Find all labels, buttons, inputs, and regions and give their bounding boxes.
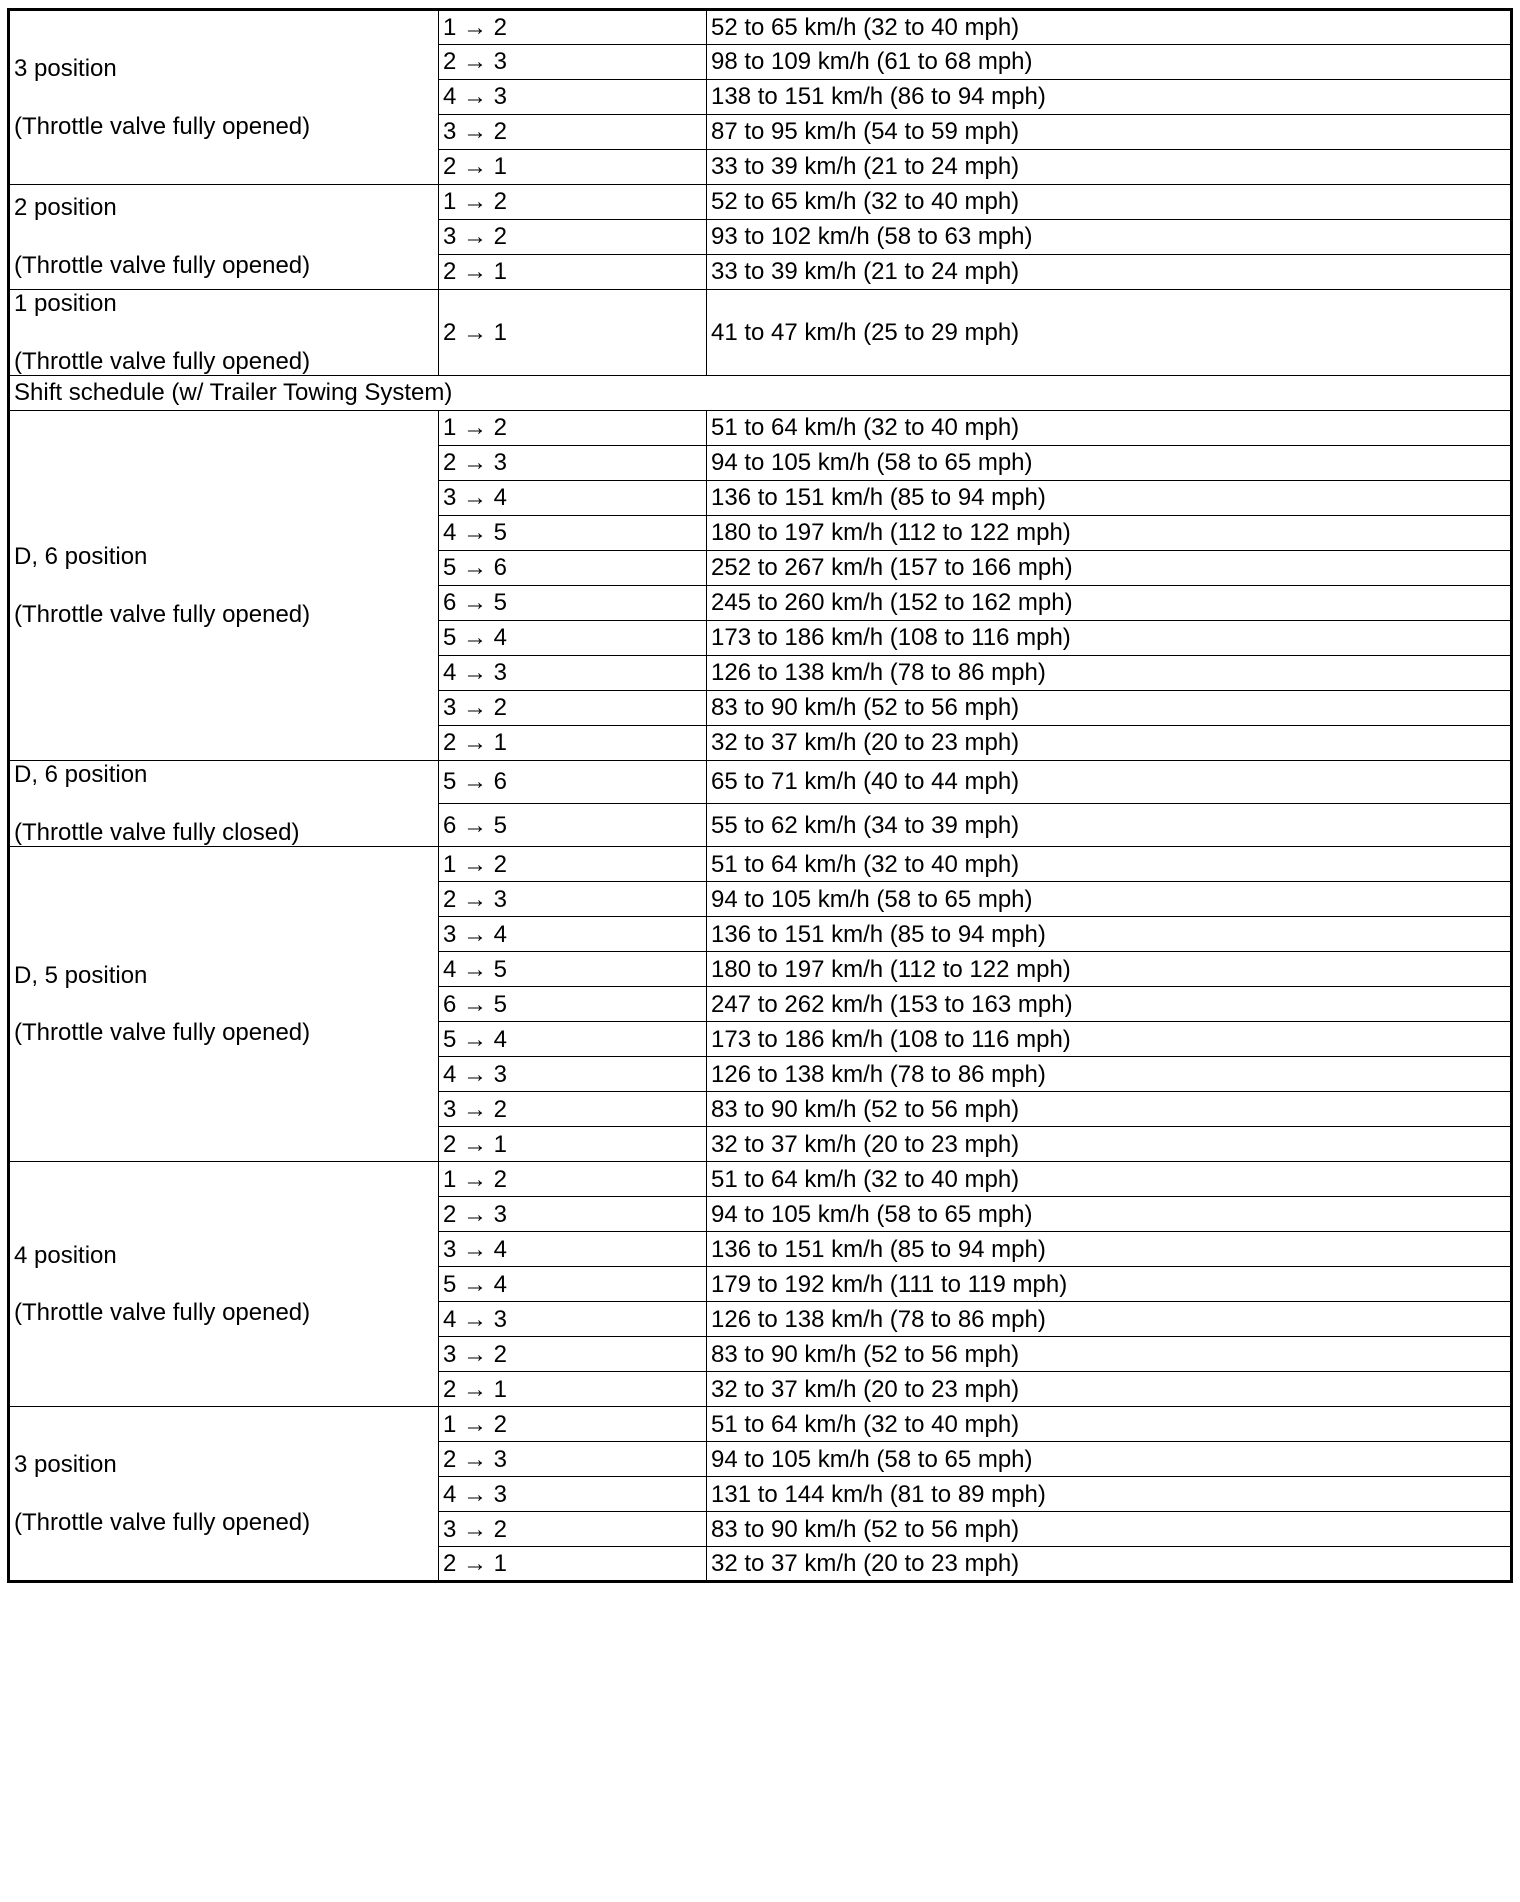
vehicle-speed-cell: 32 to 37 km/h (20 to 23 mph) xyxy=(707,1127,1512,1162)
shift-schedule-body xyxy=(9,10,1512,1582)
throttle-condition-label: (Throttle valve fully opened) xyxy=(14,112,311,140)
shift-cell: 5 → 6 xyxy=(439,761,707,804)
vehicle-speed-cell: 51 to 64 km/h (32 to 40 mph) xyxy=(707,1407,1512,1442)
table-row xyxy=(9,10,1512,45)
position-condition-cell xyxy=(9,10,439,185)
vehicle-speed-cell: 180 to 197 km/h (112 to 122 mph) xyxy=(707,952,1512,987)
shift-cell: 2 → 1 xyxy=(439,1547,707,1582)
vehicle-speed-cell: 83 to 90 km/h (52 to 56 mph) xyxy=(707,691,1512,726)
table-row xyxy=(9,847,1512,882)
vehicle-speed-cell: 33 to 39 km/h (21 to 24 mph) xyxy=(707,255,1512,290)
vehicle-speed-cell: 32 to 37 km/h (20 to 23 mph) xyxy=(707,726,1512,761)
shift-cell: 5 → 4 xyxy=(439,1267,707,1302)
vehicle-speed-cell: 180 to 197 km/h (112 to 122 mph) xyxy=(707,516,1512,551)
shift-cell: 3 → 2 xyxy=(439,1512,707,1547)
vehicle-speed-cell: 32 to 37 km/h (20 to 23 mph) xyxy=(707,1547,1512,1582)
shift-cell: 2 → 3 xyxy=(439,45,707,80)
vehicle-speed-cell: 51 to 64 km/h (32 to 40 mph) xyxy=(707,411,1512,446)
shift-cell: 3 → 2 xyxy=(439,691,707,726)
shift-cell: 1 → 2 xyxy=(439,10,707,45)
vehicle-speed-cell: 126 to 138 km/h (78 to 86 mph) xyxy=(707,1302,1512,1337)
shift-cell: 2 → 3 xyxy=(439,1442,707,1477)
vehicle-speed-cell: 87 to 95 km/h (54 to 59 mph) xyxy=(707,115,1512,150)
throttle-condition-label: (Throttle valve fully opened) xyxy=(14,1299,311,1327)
shift-cell: 3 → 2 xyxy=(439,1092,707,1127)
table-row xyxy=(9,1407,1512,1442)
vehicle-speed-cell: 51 to 64 km/h (32 to 40 mph) xyxy=(707,847,1512,882)
position-label: D, 5 position xyxy=(14,961,148,989)
position-label: 3 position xyxy=(14,1451,117,1479)
position-label: 2 position xyxy=(14,194,117,222)
vehicle-speed-cell: 245 to 260 km/h (152 to 162 mph) xyxy=(707,586,1512,621)
position-condition-cell xyxy=(9,847,439,1162)
vehicle-speed-cell: 247 to 262 km/h (153 to 163 mph) xyxy=(707,987,1512,1022)
vehicle-speed-cell: 173 to 186 km/h (108 to 116 mph) xyxy=(707,621,1512,656)
vehicle-speed-cell: 136 to 151 km/h (85 to 94 mph) xyxy=(707,481,1512,516)
shift-cell: 2 → 1 xyxy=(439,726,707,761)
position-label: 1 position xyxy=(14,290,117,317)
shift-cell: 4 → 5 xyxy=(439,952,707,987)
vehicle-speed-cell: 173 to 186 km/h (108 to 116 mph) xyxy=(707,1022,1512,1057)
shift-cell: 1 → 2 xyxy=(439,1407,707,1442)
vehicle-speed-cell: 136 to 151 km/h (85 to 94 mph) xyxy=(707,1232,1512,1267)
shift-cell: 3 → 2 xyxy=(439,115,707,150)
position-condition-cell xyxy=(9,1162,439,1407)
position-condition-cell xyxy=(9,761,439,847)
vehicle-speed-cell: 41 to 47 km/h (25 to 29 mph) xyxy=(707,290,1512,376)
position-condition-cell xyxy=(9,185,439,290)
vehicle-speed-cell: 94 to 105 km/h (58 to 65 mph) xyxy=(707,446,1512,481)
shift-cell: 4 → 3 xyxy=(439,1477,707,1512)
shift-cell: 2 → 3 xyxy=(439,1197,707,1232)
vehicle-speed-cell: 179 to 192 km/h (111 to 119 mph) xyxy=(707,1267,1512,1302)
throttle-condition-label: (Throttle valve fully opened) xyxy=(14,1508,311,1536)
vehicle-speed-cell: 94 to 105 km/h (58 to 65 mph) xyxy=(707,1197,1512,1232)
vehicle-speed-cell: 126 to 138 km/h (78 to 86 mph) xyxy=(707,656,1512,691)
shift-cell: 3 → 4 xyxy=(439,481,707,516)
shift-cell: 4 → 3 xyxy=(439,1302,707,1337)
position-condition-cell xyxy=(9,290,439,376)
shift-cell: 4 → 3 xyxy=(439,656,707,691)
table-row xyxy=(9,411,1512,446)
shift-cell: 2 → 3 xyxy=(439,446,707,481)
shift-cell: 2 → 3 xyxy=(439,882,707,917)
vehicle-speed-cell: 131 to 144 km/h (81 to 89 mph) xyxy=(707,1477,1512,1512)
position-label: 3 position xyxy=(14,54,117,82)
shift-cell: 3 → 2 xyxy=(439,220,707,255)
vehicle-speed-cell: 33 to 39 km/h (21 to 24 mph) xyxy=(707,150,1512,185)
shift-cell: 2 → 1 xyxy=(439,290,707,376)
vehicle-speed-cell: 252 to 267 km/h (157 to 166 mph) xyxy=(707,551,1512,586)
shift-cell: 1 → 2 xyxy=(439,1162,707,1197)
position-condition-cell xyxy=(9,411,439,761)
position-condition-cell xyxy=(9,1407,439,1582)
vehicle-speed-cell: 94 to 105 km/h (58 to 65 mph) xyxy=(707,1442,1512,1477)
vehicle-speed-cell: 136 to 151 km/h (85 to 94 mph) xyxy=(707,917,1512,952)
shift-cell: 3 → 4 xyxy=(439,917,707,952)
shift-cell: 6 → 5 xyxy=(439,804,707,847)
position-label: 4 position xyxy=(14,1241,117,1269)
table-row xyxy=(9,761,1512,804)
shift-schedule-table xyxy=(7,8,1513,1583)
section-title: Shift schedule (w/ Trailer Towing System) xyxy=(9,376,1512,411)
shift-cell: 1 → 2 xyxy=(439,411,707,446)
shift-cell: 2 → 1 xyxy=(439,1127,707,1162)
shift-cell: 2 → 1 xyxy=(439,1372,707,1407)
shift-cell: 6 → 5 xyxy=(439,586,707,621)
vehicle-speed-cell: 52 to 65 km/h (32 to 40 mph) xyxy=(707,10,1512,45)
position-label: D, 6 position xyxy=(14,761,148,789)
vehicle-speed-cell: 83 to 90 km/h (52 to 56 mph) xyxy=(707,1512,1512,1547)
table-row xyxy=(9,185,1512,220)
vehicle-speed-cell: 83 to 90 km/h (52 to 56 mph) xyxy=(707,1337,1512,1372)
table-row xyxy=(9,1162,1512,1197)
shift-cell: 4 → 3 xyxy=(439,1057,707,1092)
shift-cell: 2 → 1 xyxy=(439,150,707,185)
shift-cell: 1 → 2 xyxy=(439,185,707,220)
vehicle-speed-cell: 94 to 105 km/h (58 to 65 mph) xyxy=(707,882,1512,917)
shift-cell: 5 → 4 xyxy=(439,1022,707,1057)
throttle-condition-label: (Throttle valve fully closed) xyxy=(14,818,300,846)
vehicle-speed-cell: 51 to 64 km/h (32 to 40 mph) xyxy=(707,1162,1512,1197)
section-header-row xyxy=(9,376,1512,411)
shift-cell: 3 → 2 xyxy=(439,1337,707,1372)
shift-cell: 3 → 4 xyxy=(439,1232,707,1267)
throttle-condition-label: (Throttle valve fully opened) xyxy=(14,347,311,375)
throttle-condition-label: (Throttle valve fully opened) xyxy=(14,252,311,279)
shift-cell: 2 → 1 xyxy=(439,255,707,290)
shift-cell: 4 → 3 xyxy=(439,80,707,115)
vehicle-speed-cell: 32 to 37 km/h (20 to 23 mph) xyxy=(707,1372,1512,1407)
vehicle-speed-cell: 83 to 90 km/h (52 to 56 mph) xyxy=(707,1092,1512,1127)
vehicle-speed-cell: 126 to 138 km/h (78 to 86 mph) xyxy=(707,1057,1512,1092)
shift-cell: 5 → 4 xyxy=(439,621,707,656)
vehicle-speed-cell: 138 to 151 km/h (86 to 94 mph) xyxy=(707,80,1512,115)
position-label: D, 6 position xyxy=(14,543,148,571)
vehicle-speed-cell: 98 to 109 km/h (61 to 68 mph) xyxy=(707,45,1512,80)
shift-cell: 5 → 6 xyxy=(439,551,707,586)
vehicle-speed-cell: 65 to 71 km/h (40 to 44 mph) xyxy=(707,761,1512,804)
table-row xyxy=(9,290,1512,376)
shift-cell: 6 → 5 xyxy=(439,987,707,1022)
throttle-condition-label: (Throttle valve fully opened) xyxy=(14,1019,311,1047)
shift-cell: 1 → 2 xyxy=(439,847,707,882)
vehicle-speed-cell: 52 to 65 km/h (32 to 40 mph) xyxy=(707,185,1512,220)
vehicle-speed-cell: 55 to 62 km/h (34 to 39 mph) xyxy=(707,804,1512,847)
throttle-condition-label: (Throttle valve fully opened) xyxy=(14,600,311,628)
vehicle-speed-cell: 93 to 102 km/h (58 to 63 mph) xyxy=(707,220,1512,255)
shift-cell: 4 → 5 xyxy=(439,516,707,551)
